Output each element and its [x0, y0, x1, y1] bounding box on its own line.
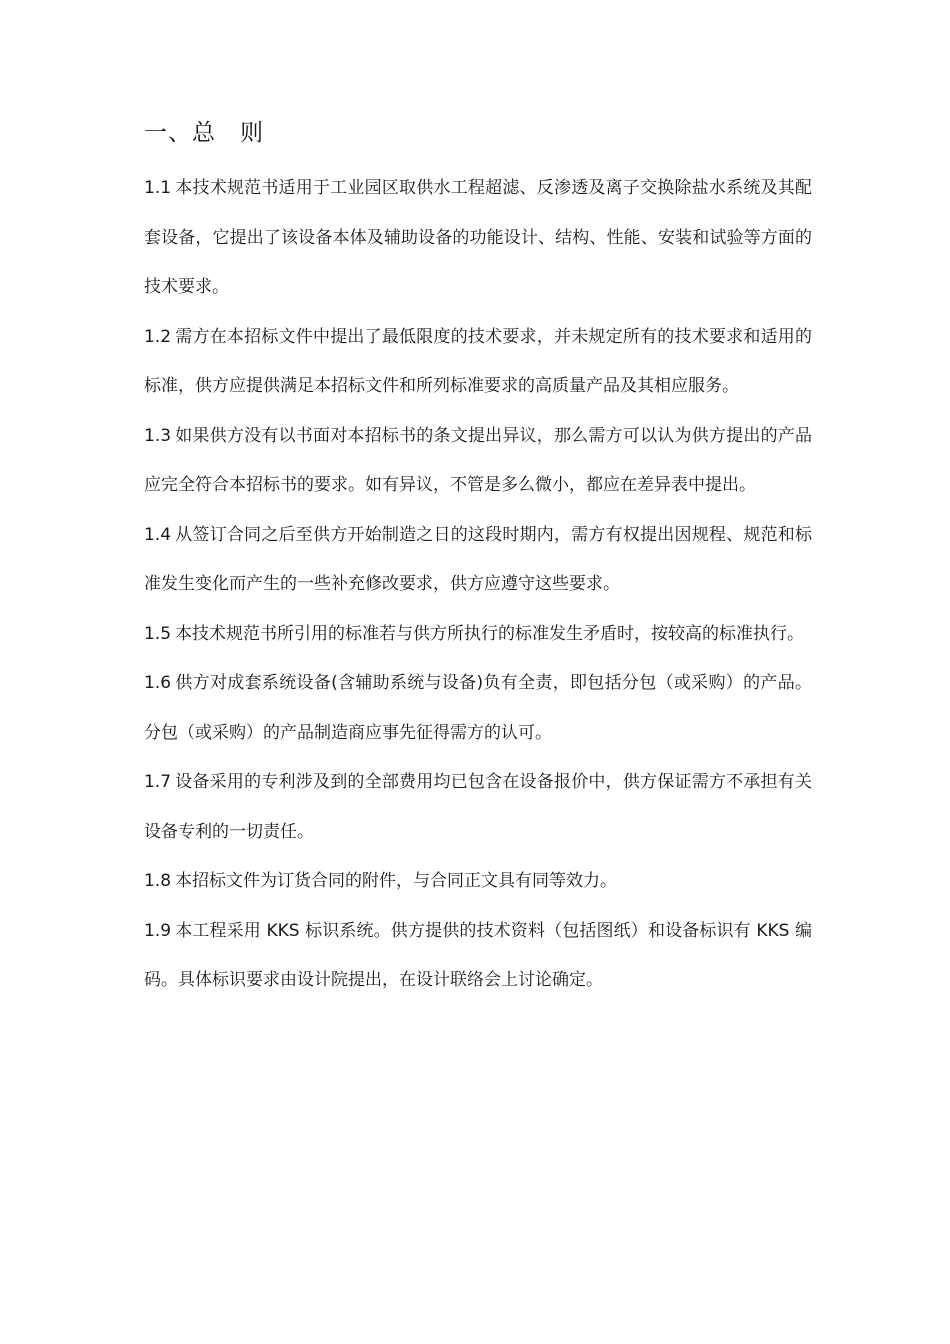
- clause-number: 1.2: [144, 326, 172, 347]
- clause-1-8: [144, 857, 812, 907]
- clause-number: 1.4: [144, 524, 172, 545]
- clause-text: 本技术规范书适用于工业园区取供水工程超滤、反渗透及离子交换除盐水系统及其配套设备，它提出了该设备本体及辅助设备的功能设计、结构、性能、安装和试验等方面的技术要求。: [144, 178, 812, 297]
- clause-1-4: [144, 511, 812, 610]
- clause-text: 本工程采用 KKS 标识系统。供方提供的技术资料（包括图纸）和设备标识有 KKS 编码。具体标识要求由设计院提出，在设计联络会上讨论确定。: [144, 920, 812, 990]
- clause-number: 1.3: [144, 425, 172, 446]
- clause-number: 1.7: [144, 772, 172, 792]
- clause-number: 1.9: [144, 920, 172, 941]
- clause-text: 如果供方没有以书面对本招标书的条文提出异议，那么需方可以认为供方提出的产品应完全符合本招标书的要求。如有异议，不管是多么微小，都应在差异表中提出。: [144, 425, 812, 495]
- clause-text: 供方对成套系统设备(含辅助系统与设备)负有全责，即包括分包（或采购）的产品。分包（或采购）的产品制造商应事先征得需方的认可。: [144, 673, 812, 743]
- clause-number: 1.5: [144, 623, 172, 644]
- clause-1-3: [144, 412, 812, 511]
- clause-1-2: [144, 313, 812, 412]
- clause-text: 需方在本招标文件中提出了最低限度的技术要求，并未规定所有的技术要求和适用的标准，供方应提供满足本招标文件和所列标准要求的高质量产品及其相应服务。: [144, 326, 812, 396]
- clause-1-6: [144, 659, 812, 758]
- clause-text: 本技术规范书所引用的标准若与供方所执行的标准发生矛盾时，按较高的标准执行。: [175, 623, 805, 644]
- clause-1-5: [144, 610, 812, 660]
- clause-number: 1.1: [144, 178, 172, 198]
- document-body: [144, 112, 812, 1006]
- clause-number: 1.6: [144, 673, 172, 693]
- clause-text: 从签订合同之后至供方开始制造之日的这段时期内，需方有权提出因规程、规范和标准发生变化而产生的一些补充修改要求，供方应遵守这些要求。: [144, 524, 812, 594]
- clause-number: 1.8: [144, 871, 172, 891]
- clause-text: 本招标文件为订货合同的附件，与合同正文具有同等效力。: [175, 871, 618, 891]
- clause-1-1: [144, 164, 812, 313]
- clause-1-9: [144, 907, 812, 1006]
- clause-text: 设备采用的专利涉及到的全部费用均已包含在设备报价中，供方保证需方不承担有关设备专利的一切责任。: [144, 772, 812, 842]
- section-heading: 一、总 则: [144, 120, 264, 146]
- clause-1-7: [144, 758, 812, 857]
